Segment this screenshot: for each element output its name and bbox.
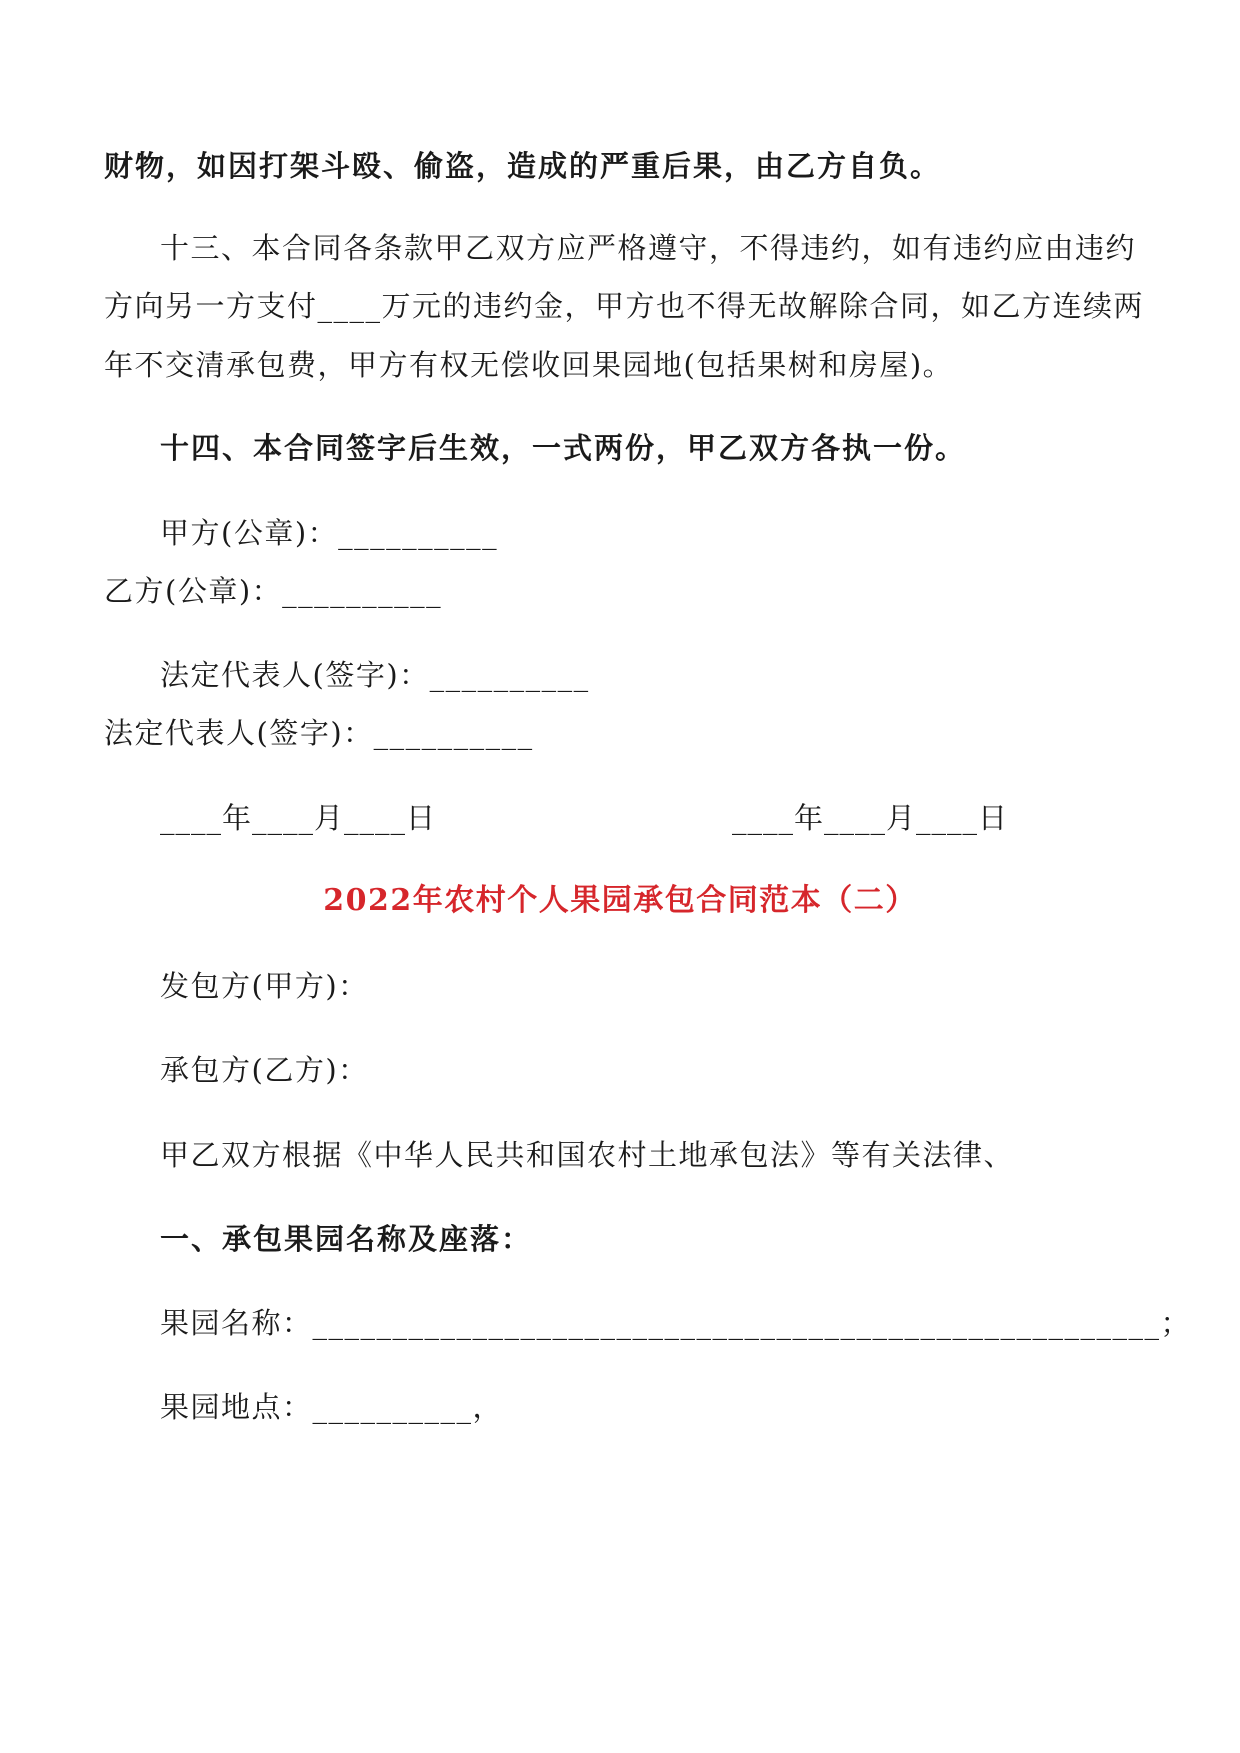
legal-rep-signature-field-a: 法定代表人(签字)：__________ <box>160 658 590 692</box>
employer-field: 发包方(甲方)： <box>160 969 369 1003</box>
section-1-heading: 一、承包果园名称及座落： <box>160 1222 533 1256</box>
date-field-right: ____年____月____日 <box>732 801 1009 835</box>
preamble: 甲乙双方根据《中华人民共和国农村土地承包法》等有关法律、 <box>160 1138 1015 1172</box>
clause-13-line-2: 方向另一方支付____万元的违约金，甲方也不得无故解除合同，如乙方连续两 <box>104 289 1145 323</box>
party-a-seal-field: 甲方(公章)：__________ <box>160 516 499 550</box>
contractor-field: 承包方(乙方)： <box>160 1053 369 1087</box>
party-b-seal-field: 乙方(公章)：__________ <box>104 574 443 608</box>
paragraph-continuation: 财物，如因打架斗殴、偷盗，造成的严重后果，由乙方自负。 <box>104 149 942 183</box>
clause-13-line-3: 年不交清承包费，甲方有权无偿收回果园地(包括果树和房屋)。 <box>104 348 954 382</box>
date-field-left: ____年____月____日 <box>160 801 437 835</box>
contract-title: 2022年农村个人果园承包合同范本（二） <box>323 883 917 918</box>
orchard-location-field: 果园地点：__________， <box>160 1390 504 1424</box>
clause-13-line-1: 十三、本合同各条款甲乙双方应严格遵守，不得违约，如有违约应由违约 <box>160 231 1137 265</box>
legal-rep-signature-field-b: 法定代表人(签字)：__________ <box>104 716 534 750</box>
orchard-name-field: 果园名称：_____________________________________________________； <box>160 1306 1192 1340</box>
clause-14: 十四、本合同签字后生效，一式两份，甲乙双方各执一份。 <box>160 431 967 465</box>
